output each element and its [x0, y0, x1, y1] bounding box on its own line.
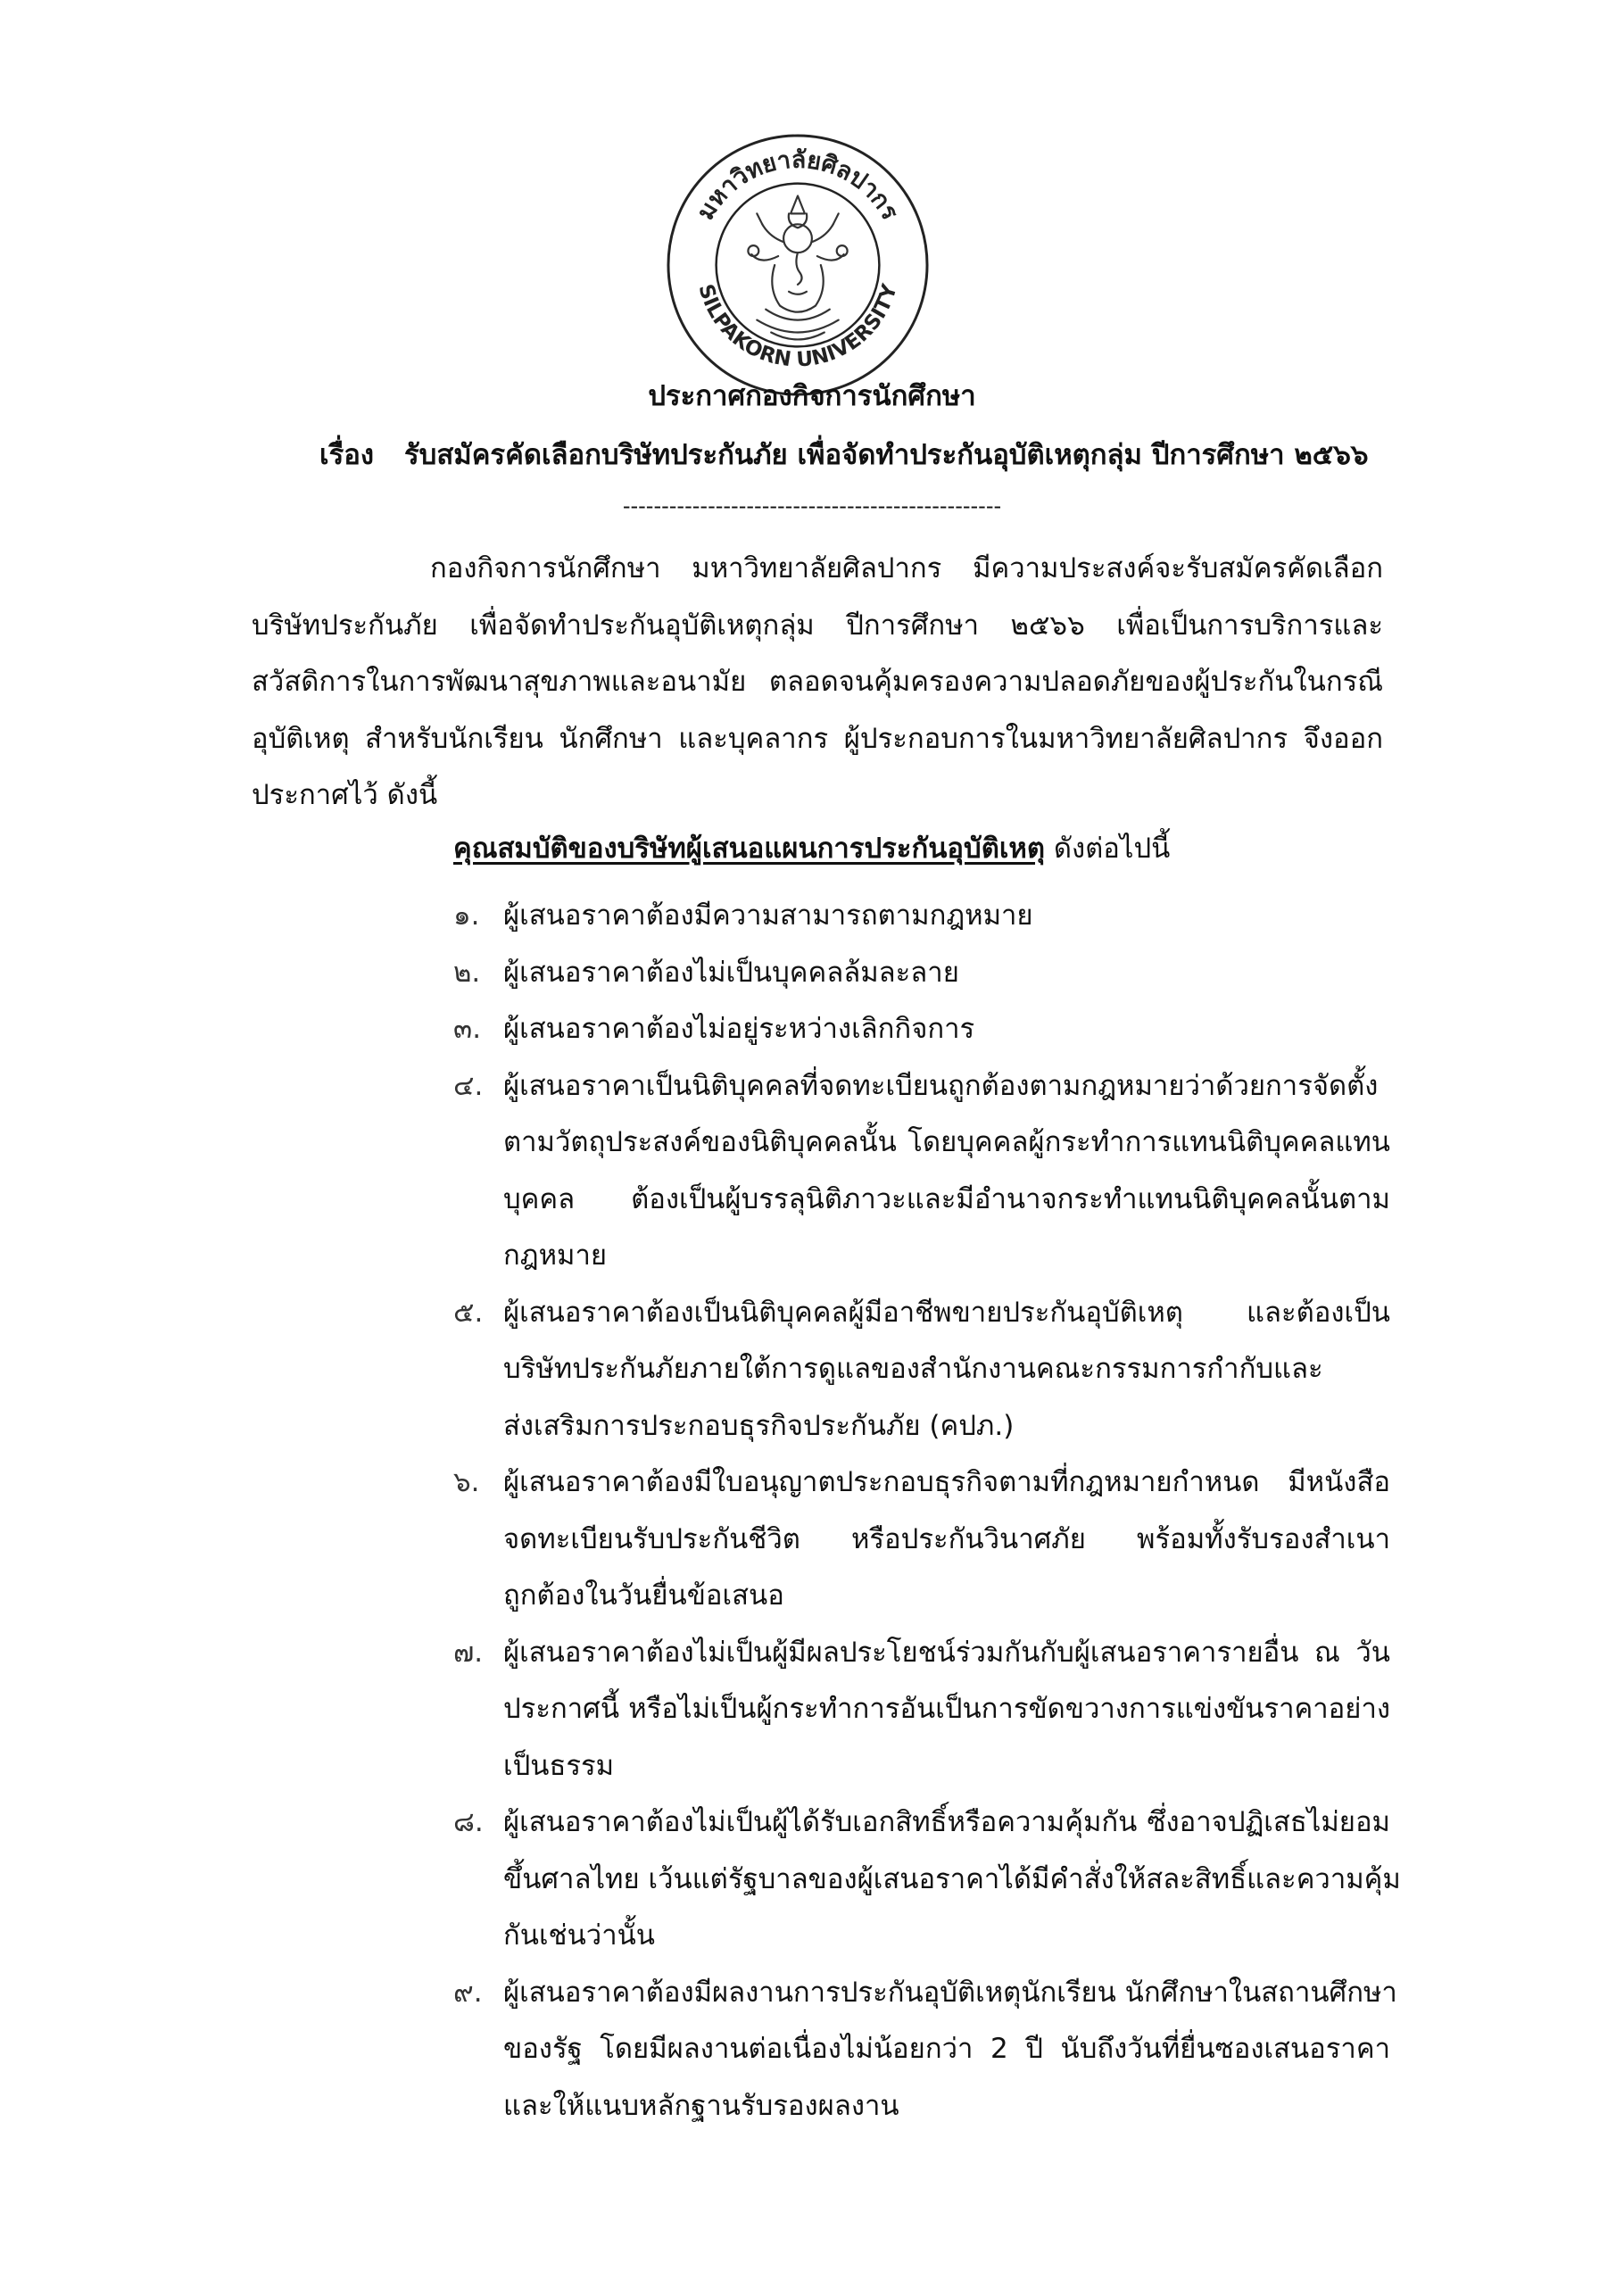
list-item-line: ส่งเสริมการประกอบธุรกิจประกันภัย (คปภ.): [503, 1409, 1015, 1442]
list-item: [453, 945, 1390, 1002]
list-item-text: [503, 1285, 1390, 1455]
list-item-number: ๕.: [453, 1296, 484, 1329]
list-item-text: [503, 1058, 1390, 1285]
list-item: [453, 1058, 1390, 1285]
university-seal-logo: [665, 132, 931, 398]
list-item-line: ถูกต้องในวันยื่นข้อเสนอ: [503, 1579, 784, 1612]
list-item-text: [503, 1965, 1397, 2135]
list-item-text: [503, 1455, 1390, 1625]
separator-line: -------------------------------------------------: [622, 493, 1002, 518]
list-item-number: ๗.: [453, 1636, 484, 1669]
subject-label: เรื่อง: [319, 439, 375, 471]
list-item: [453, 888, 1390, 945]
intro-line: กองกิจการนักศึกษา มหาวิทยาลัยศิลปากร มีความประสงค์จะรับสมัครคัดเลือก: [430, 552, 1383, 584]
list-item-text: [503, 1795, 1401, 1965]
list-item-line: จดทะเบียนรับประกันชีวิต หรือประกันวินาศภัย พร้อมทั้งรับรองสำเนา: [503, 1522, 1390, 1555]
list-item: [453, 1001, 1390, 1058]
list-item: [453, 1795, 1401, 1965]
list-item-number: ๓.: [453, 1013, 482, 1045]
list-item-number: ๖.: [453, 1466, 480, 1498]
qualifications-heading: [453, 825, 1170, 872]
list-item-line: ของรัฐ โดยมีผลงานต่อเนื่องไม่น้อยกว่า 2 ปี นับถึงวันที่ยื่นซองเสนอราคา: [503, 2033, 1390, 2065]
seal-text-bottom: SILPAKORN UNIVERSITY: [693, 281, 902, 372]
list-item-line: เป็นธรรม: [503, 1749, 615, 1782]
list-item-line: บริษัทประกันภัยภายใต้การดูแลของสำนักงานคณะกรรมการกำกับและ: [503, 1353, 1323, 1385]
list-item: [453, 1625, 1390, 1795]
qualifications-heading-bold: คุณสมบัติของบริษัทผู้เสนอแผนการประกันอุบัติเหตุ: [453, 833, 1045, 865]
list-item-number: ๑.: [453, 899, 480, 932]
subject-text: รับสมัครคัดเลือกบริษัทประกันภัย เพื่อจัดทำประกันอุบัติเหตุกลุ่ม ปีการศึกษา ๒๕๖๖: [404, 439, 1369, 471]
seal-text-top: มหาวิทยาลัยศิลปากร: [692, 145, 904, 225]
list-item-number: ๔.: [453, 1069, 484, 1102]
intro-paragraph: [252, 541, 1383, 825]
qualifications-list: [453, 888, 1401, 2134]
list-item-line: ผู้เสนอราคาต้องมีความสามารถตามกฎหมาย: [503, 899, 1033, 932]
intro-line: ประกาศไว้ ดังนี้: [252, 779, 438, 811]
list-item-line: ผู้เสนอราคาต้องไม่เป็นผู้ได้รับเอกสิทธิ์หรือความคุ้มกัน ซึ่งอาจปฏิเสธไม่ยอม: [503, 1806, 1390, 1838]
list-item-line: กฎหมาย: [503, 1239, 608, 1272]
list-item-line: ผู้เสนอราคาต้องไม่เป็นผู้มีผลประโยชน์ร่วมกันกับผู้เสนอราคารายอื่น ณ วัน: [503, 1636, 1390, 1669]
list-item: [453, 1965, 1397, 2135]
list-item-line: ตามวัตถุประสงค์ของนิติบุคคลนั้น โดยบุคคลผู้กระทำการแทนนิติบุคคลแทน: [503, 1126, 1390, 1158]
list-item-text: [503, 888, 1390, 945]
list-item-line: ผู้เสนอราคาต้องไม่เป็นบุคคลล้มละลาย: [503, 956, 959, 989]
list-item-text: [503, 1001, 1390, 1058]
list-item-line: ผู้เสนอราคาต้องมีใบอนุญาตประกอบธุรกิจตามที่กฎหมายกำหนด มีหนังสือ: [503, 1466, 1390, 1498]
list-item-line: ขึ้นศาลไทย เว้นแต่รัฐบาลของผู้เสนอราคาได้มีคำสั่งให้สละสิทธิ์และความคุ้ม: [503, 1862, 1401, 1895]
list-item-number: ๙.: [453, 1976, 483, 2009]
intro-line: อุบัติเหตุ สำหรับนักเรียน นักศึกษา และบุคลากร ผู้ประกอบการในมหาวิทยาลัยศิลปากร จึงออก: [252, 722, 1383, 755]
list-item-text: [503, 1625, 1390, 1795]
list-item: [453, 1455, 1390, 1625]
list-item: [453, 1285, 1390, 1455]
list-item-line: กันเช่นว่านั้น: [503, 1919, 655, 1952]
list-item-line: ผู้เสนอราคาต้องไม่อยู่ระหว่างเลิกกิจการ: [503, 1013, 975, 1045]
intro-line: สวัสดิการในการพัฒนาสุขภาพและอนามัย ตลอดจนคุ้มครองความปลอดภัยของผู้ประกันในกรณี: [252, 666, 1383, 698]
list-item-line: ผู้เสนอราคาต้องเป็นนิติบุคคลผู้มีอาชีพขายประกันอุบัติเหตุ และต้องเป็น: [503, 1296, 1390, 1329]
announcement-subject: [319, 432, 1369, 478]
list-item-line: ผู้เสนอราคาต้องมีผลงานการประกันอุบัติเหตุนักเรียน นักศึกษาในสถานศึกษา: [503, 1976, 1397, 2009]
list-item-number: ๒.: [453, 956, 481, 989]
list-item-text: [503, 945, 1390, 1002]
seal-graphic: [665, 132, 931, 398]
list-item-line: ผู้เสนอราคาเป็นนิติบุคคลที่จดทะเบียนถูกต้องตามกฎหมายว่าด้วยการจัดตั้ง: [503, 1069, 1379, 1102]
qualifications-heading-rest: ดังต่อไปนี้: [1045, 833, 1171, 865]
list-item-line: บุคคล ต้องเป็นผู้บรรลุนิติภาวะและมีอำนาจกระทำแทนนิติบุคคลนั้นตาม: [503, 1182, 1390, 1215]
list-item-line: และให้แนบหลักฐานรับรองผลงาน: [503, 2089, 899, 2122]
list-item-line: ประกาศนี้ หรือไม่เป็นผู้กระทำการอันเป็นการขัดขวางการแข่งขันราคาอย่าง: [503, 1693, 1390, 1725]
intro-line: บริษัทประกันภัย เพื่อจัดทำประกันอุบัติเหตุกลุ่ม ปีการศึกษา ๒๕๖๖ เพื่อเป็นการบริการและ: [252, 609, 1383, 642]
announcement-title: ประกาศกองกิจการนักศึกษา: [648, 380, 976, 412]
list-item-number: ๘.: [453, 1806, 484, 1838]
